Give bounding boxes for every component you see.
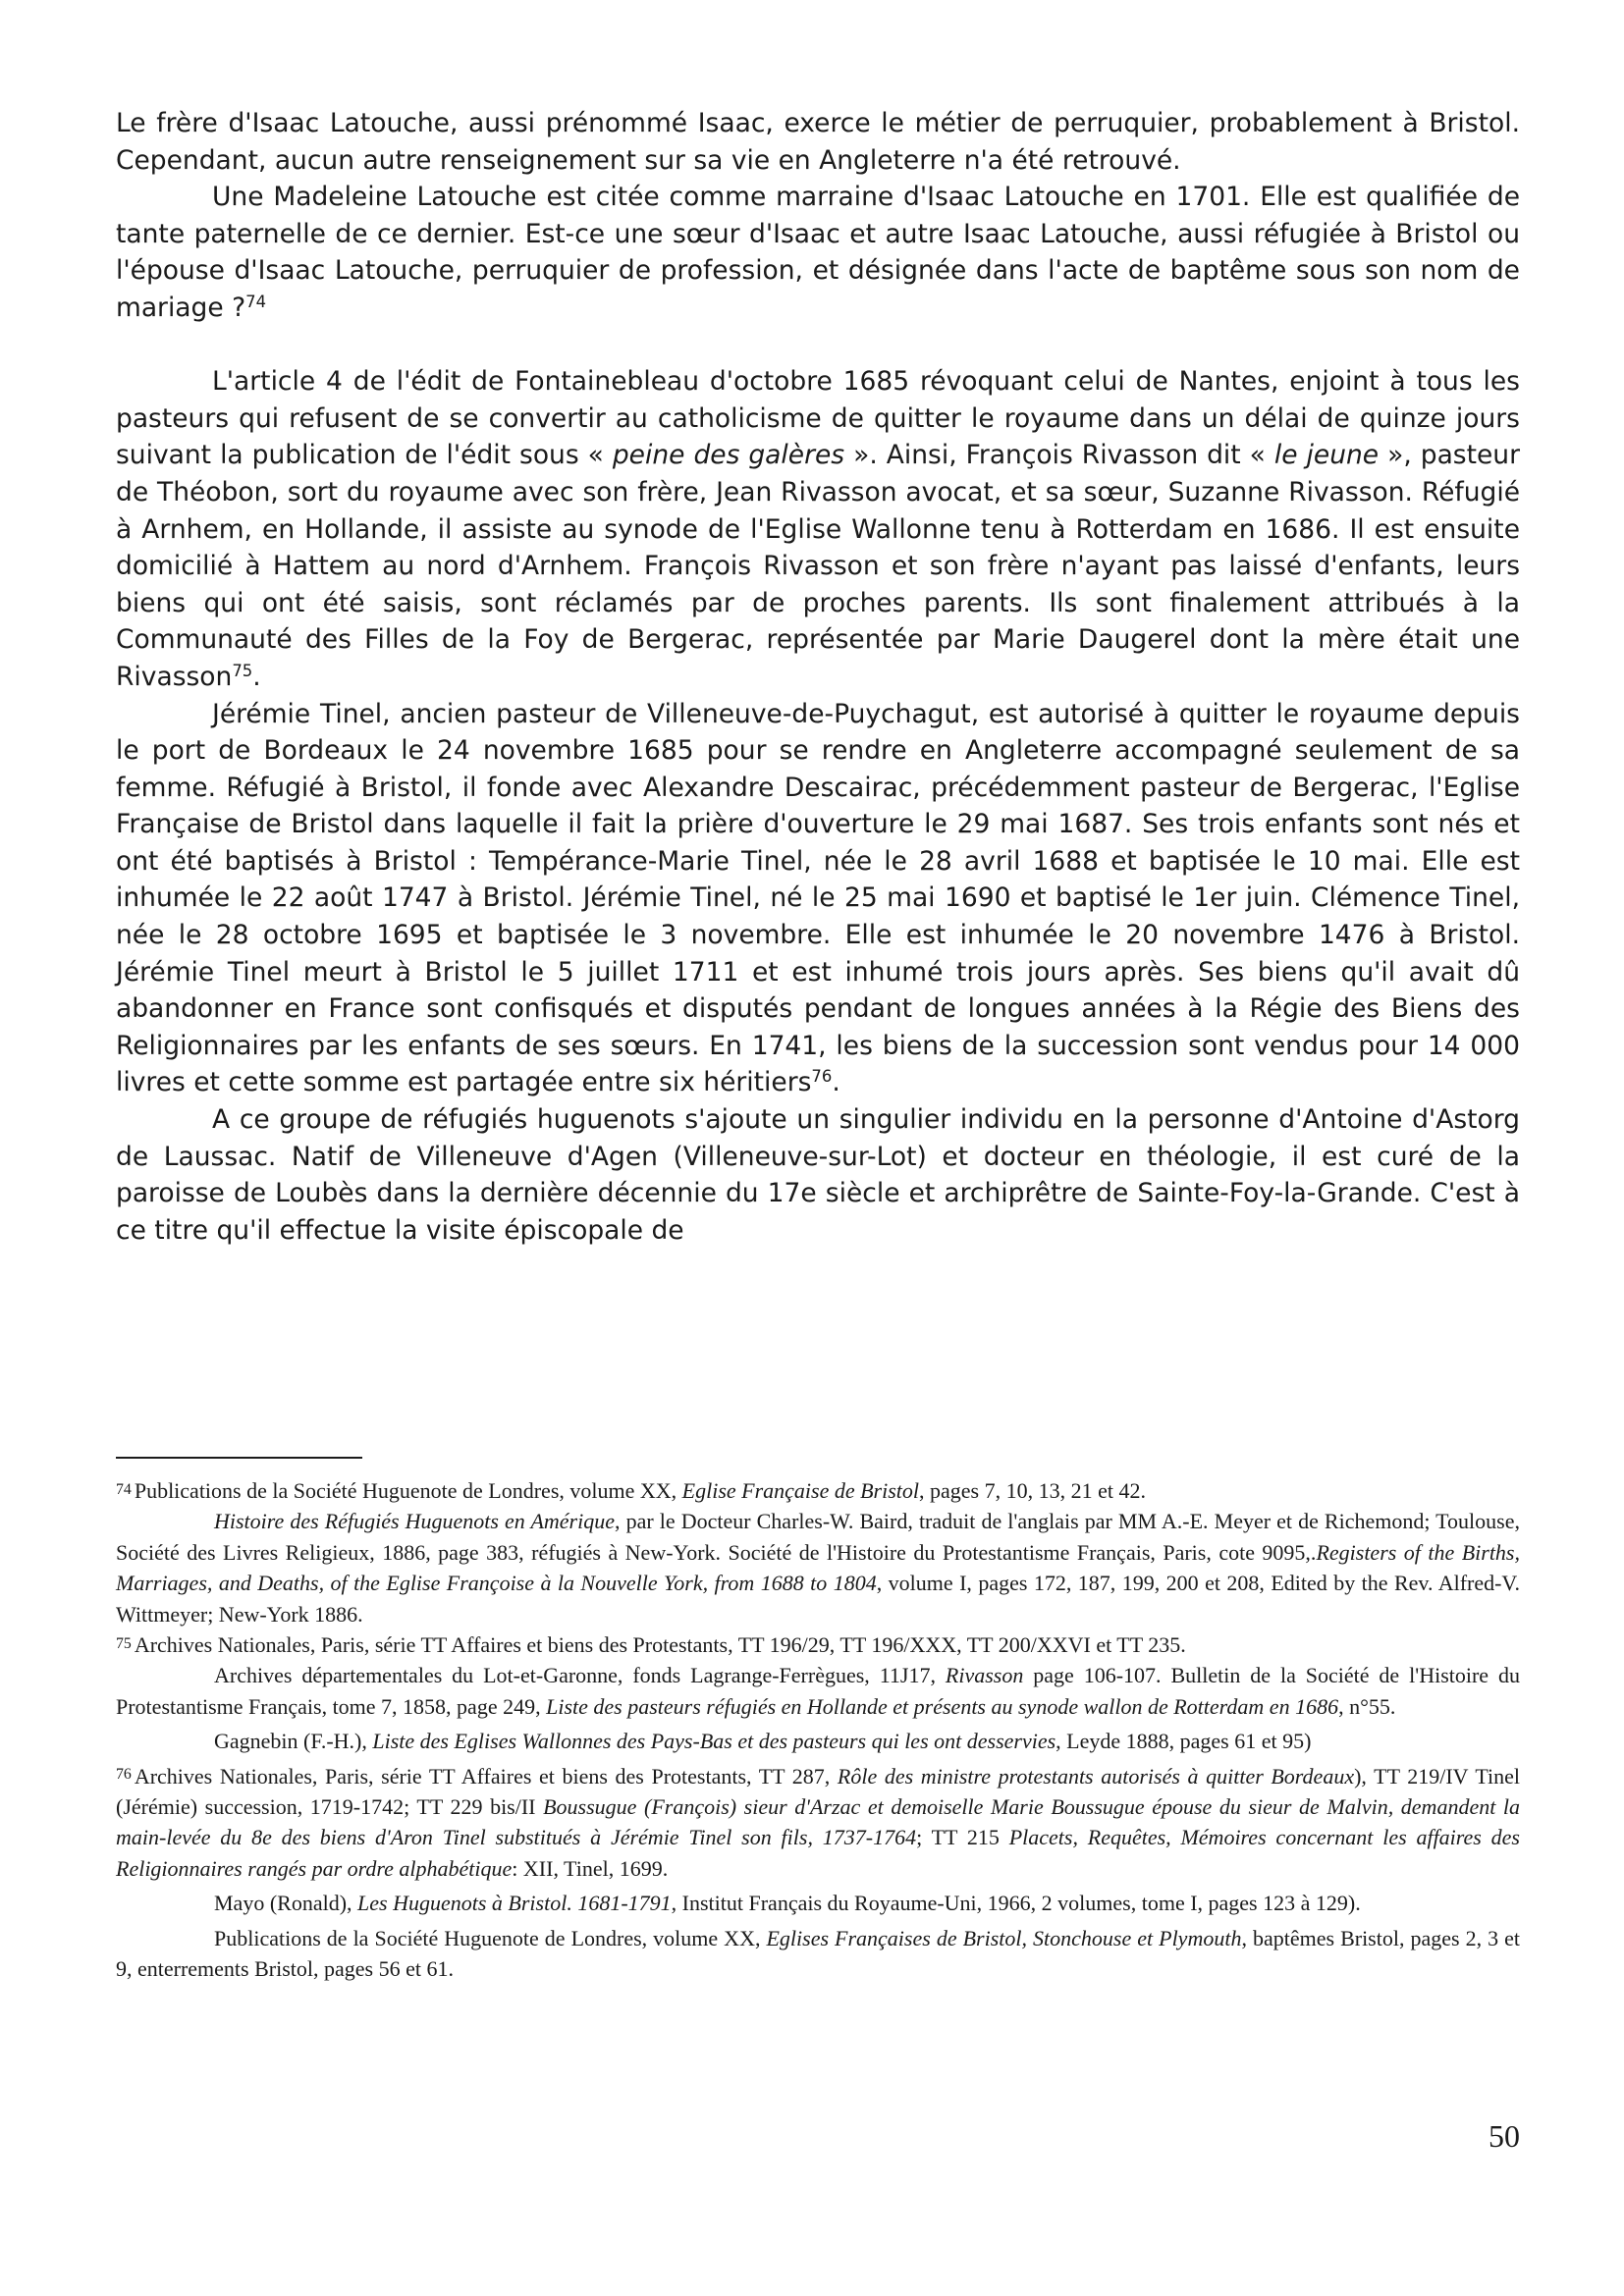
footnote-number-76: 76 xyxy=(116,1766,132,1784)
footnote-ref-75[interactable]: 75 xyxy=(232,661,253,680)
paragraph-4-end: . xyxy=(832,1067,840,1098)
footnote-ref-76[interactable]: 76 xyxy=(811,1067,833,1087)
paragraph-4 xyxy=(116,696,1520,1102)
paragraph-3-text-a: L'article 4 de l'édit de Fontainebleau d'octobre 1685 révoquant celui de Nantes, enjoint à tous les pasteurs qui refusent de se convertir au catholicisme de quitter le royaume dans un délai de quinze jours suivant la publication de l'édit sous « xyxy=(116,366,1520,471)
paragraph-5 xyxy=(116,1101,1520,1249)
paragraph-2 xyxy=(116,179,1520,326)
footnote-76-title-a: Rôle des ministre protestants autorisés à quitter Bordeaux xyxy=(837,1763,1355,1789)
footnote-number-74: 74 xyxy=(116,1480,132,1498)
paragraph-4-text: Jérémie Tinel, ancien pasteur de Villeneuve-de-Puychagut, est autorisé à quitter le royaume depuis le port de Bordeaux le 24 novembre 1685 pour se rendre en Angleterre accompagné seulement de sa femme. Réfugié à Bristol, il fonde avec Alexandre Descairac, précédemment pasteur de Bergerac, l'Eglise Française de Bristol dans laquelle il fait la prière d'ouverture le 29 mai 1687. Ses trois enfants sont nés et ont été baptisés à Bristol : Tempérance-Marie Tinel, née le 28 avril 1688 et baptisée le 10 mai. Elle est inhumée le 22 août 1747 à Bristol. Jérémie Tinel, né le 25 mai 1690 et baptisé le 1er juin. Clémence Tinel, née le 28 octobre 1695 et baptisée le 3 novembre. Elle est inhumée le 20 novembre 1476 à Bristol. Jérémie Tinel meurt à Bristol le 5 juillet 1711 et est inhumé trois jours après. Ses biens qu'il avait dû abandonner en France sont confisqués et disputés pendant de longues années à la Régie des Biens des Religionnaires par les enfants de ses sœurs. En 1741, les biens de la succession sont vendus pour 14 000 livres et cette somme est partagée entre six héritiers xyxy=(116,698,1520,1098)
footnote-74-text-a-end: , pages 7, 10, 13, 21 et 42. xyxy=(919,1478,1146,1503)
paragraph-5-text: A ce groupe de réfugiés huguenots s'ajoute un singulier individu en la personne d'Antoine d'Astorg de Laussac. Natif de Villeneuve d'Agen (Villeneuve-sur-Lot) et docteur en théologie, il est curé de la paroisse de Loubès dans la dernière décennie du 17e siècle et archiprêtre de Sainte-Foy-la-Grande. C'est à ce titre qu'il effectue la visite épiscopale de xyxy=(116,1104,1520,1246)
footnote-76-text-c1: Publications de la Société Huguenote de Londres, volume XX, xyxy=(214,1925,767,1950)
footnote-75-title-c: Liste des Eglises Wallonnes des Pays-Bas et des pasteurs qui les ont desservies xyxy=(372,1729,1056,1754)
paragraph-3-text-c: », pasteur de Théobon, sort du royaume avec son frère, Jean Rivasson avocat, et sa sœur, Suzanne Rivasson. Réfugié à Arnhem, en Hollande, il assiste au synode de l'Eglise Wallonne tenu à Rotterdam en 1686. Il est ensuite domicilié à Hattem au nord d'Arnhem. François Rivasson et son frère n'ayant pas laissé d'enfants, leurs biens qui ont été saisis, sont réclamés par de proches parents. Ils sont finalement attribués à la Communauté des Filles de la Foy de Bergerac, représentée par Marie Daugerel dont la mère était une Rivasson xyxy=(116,440,1520,692)
footnote-75-continued-1 xyxy=(116,1660,1520,1722)
footnote-76-text-b1: Mayo (Ronald), xyxy=(214,1891,358,1916)
footnote-number-75: 75 xyxy=(116,1634,132,1652)
footnote-76 xyxy=(116,1761,1520,1885)
footnotes-section xyxy=(116,1475,1520,1985)
footnote-74 xyxy=(116,1475,1520,1506)
footnote-75-title-b: Rivasson xyxy=(945,1663,1024,1688)
paragraph-1 xyxy=(116,105,1520,179)
footnote-75-text-b1: Archives départementales du Lot-et-Garonne, fonds Lagrange-Ferrègues, 11J17, xyxy=(214,1663,946,1688)
footnote-74-continued xyxy=(116,1506,1520,1629)
footnote-74-text-a: Publications de la Société Huguenote de Londres, volume XX, xyxy=(134,1478,682,1503)
footnote-separator xyxy=(116,1457,362,1459)
footnote-74-title-a: Eglise Française de Bristol xyxy=(681,1478,920,1503)
footnote-75-text-b2: page 106-107. Bulletin de la Société de l'Histoire du Protestantisme Français, tome 7, 1858, page 249, xyxy=(116,1663,1520,1719)
footnote-76-text-b2: , Institut Français du Royaume-Uni, 1966, 2 volumes, tome I, pages 123 à 129). xyxy=(671,1891,1361,1916)
footnote-74-title-b: Histoire des Réfugiés Huguenots en Amérique xyxy=(214,1509,615,1534)
footnote-74-text-b2: , volume I, pages 172, 187, 199, 200 et 208, Edited by the Rev. Alfred-V. Wittmeyer; New-York 1886. xyxy=(116,1571,1520,1627)
footnote-76-text-a1: Archives Nationales, Paris, série TT Affaires et biens des Protestants, TT 287, xyxy=(134,1763,838,1789)
footnote-76-text-a3: ; TT 215 xyxy=(916,1825,1009,1850)
footnote-76-title-b: Les Huguenots à Bristol. 1681-1791 xyxy=(357,1891,672,1916)
footnote-76-title-a2: Boussugue (François) sieur d'Arzac et demoiselle Marie Boussugue épouse du sieur de Malvin, demandent la main-levée du 8e des biens d'Aron Tinel substitués à Jérémie Tinel son fils, 1737-1764 xyxy=(116,1794,1521,1850)
paragraph-3-text-d: . xyxy=(252,661,261,692)
footnote-76-text-a2: ), TT 219/IV Tinel (Jérémie) succession, 1719-1742; TT 229 bis/II xyxy=(116,1763,1520,1820)
footnote-75-continued-2 xyxy=(116,1726,1520,1756)
footnote-ref-74[interactable]: 74 xyxy=(245,292,267,311)
paragraph-1-text: Le frère d'Isaac Latouche, aussi prénommé Isaac, exerce le métier de perruquier, probablement à Bristol. Cependant, aucun autre renseignement sur sa vie en Angleterre n'a été retrouvé. xyxy=(116,108,1520,176)
footnote-76-continued-1 xyxy=(116,1888,1520,1918)
footnote-76-text-a4: : XII, Tinel, 1699. xyxy=(512,1855,669,1881)
paragraph-3 xyxy=(116,363,1520,695)
footnote-75-text-c1: Gagnebin (F.-H.), xyxy=(214,1729,373,1754)
paragraph-3-text-b: ». Ainsi, François Rivasson dit « xyxy=(844,440,1274,471)
footnote-75-title-b2: Liste des pasteurs réfugiés en Hollande et présents au synode wallon de Rotterdam en 1686 xyxy=(546,1693,1339,1719)
footnote-76-continued-2 xyxy=(116,1923,1520,1985)
page-number: 50 xyxy=(1489,2118,1520,2154)
footnote-75-text-b3: , n°55. xyxy=(1338,1693,1396,1719)
main-text-body xyxy=(116,105,1520,1249)
quote-peine-des-galeres: peine des galères xyxy=(612,440,845,471)
footnote-74-text-b1: , par le Docteur Charles-W. Baird, traduit de l'anglais par MM A.-E. Meyer et de Richemond; Toulouse, Société des Livres Religieux, 1886, page 383, réfugiés à New-York. Société de l'Histoire du Protestantisme Français, Paris, cote 9095,. xyxy=(116,1509,1520,1565)
footnote-76-title-a3: Placets, Requêtes, Mémoires concernant les affaires des Religionnaires rangés par ordre alphabétique xyxy=(116,1825,1520,1881)
paragraph-2-text: Une Madeleine Latouche est citée comme marraine d'Isaac Latouche en 1701. Elle est qualifiée de tante paternelle de ce dernier. Est-ce une sœur d'Isaac et autre Isaac Latouche, aussi réfugiée à Bristol ou l'épouse d'Isaac Latouche, perruquier de profession, et désignée dans l'acte de baptême sous son nom de mariage ? xyxy=(116,182,1520,323)
footnote-76-text-c2: , baptêmes Bristol, pages 2, 3 et 9, enterrements Bristol, pages 56 et 61. xyxy=(116,1925,1520,1982)
footnote-75 xyxy=(116,1629,1520,1660)
footnote-75-text-c2: , Leyde 1888, pages 61 et 95) xyxy=(1056,1729,1312,1754)
footnote-74-title-b2: Registers of the Births, Marriages, and Deaths, of the Eglise Françoise à la Nouvelle York, from 1688 to 1804 xyxy=(116,1539,1520,1596)
quote-le-jeune: le jeune xyxy=(1273,440,1380,471)
footnote-75-text-a: Archives Nationales, Paris, série TT Affaires et biens des Protestants, TT 196/29, TT 196/XXX, TT 200/XXVI et TT 235. xyxy=(134,1632,1186,1658)
footnote-76-title-c: Eglises Françaises de Bristol, Stonchouse et Plymouth xyxy=(766,1925,1242,1950)
